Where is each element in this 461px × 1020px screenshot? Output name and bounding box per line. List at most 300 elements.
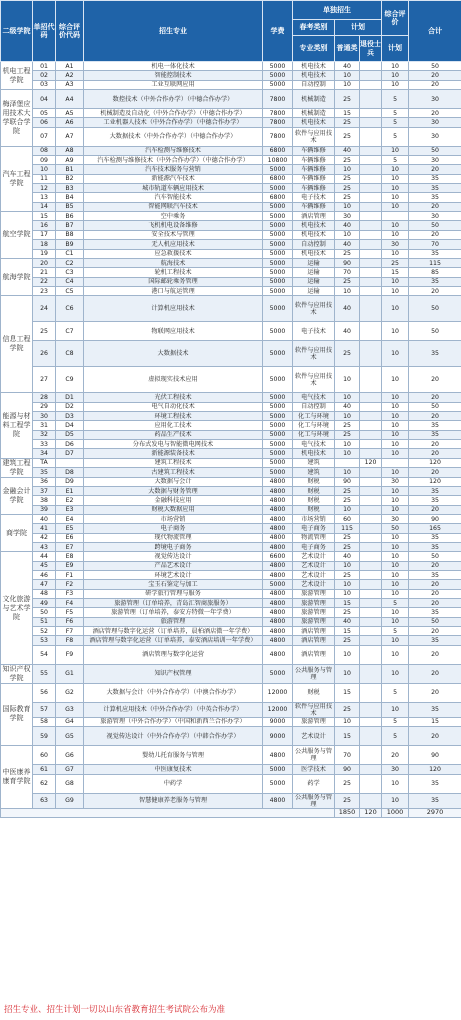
total-spacer: [1, 808, 335, 817]
normal-plan-cell: 10: [335, 367, 360, 393]
normal-plan-cell: 40: [335, 296, 360, 322]
total-cell: 20: [409, 367, 461, 393]
eval-plan-cell: [382, 458, 409, 468]
code-cell: 21: [33, 268, 56, 277]
eval-code-cell: B1: [56, 165, 84, 174]
table-row: [1, 533, 461, 542]
veteran-plan-cell: [360, 561, 382, 570]
eval-plan-cell: 10: [382, 367, 409, 393]
normal-plan-cell: 10: [335, 230, 360, 239]
category-cell: 旅游管理: [293, 599, 335, 608]
table-row: [1, 439, 461, 448]
eval-code-cell: E1: [56, 486, 84, 495]
eval-code-cell: B8: [56, 230, 84, 239]
major-cell: 旅游管理（订单培养，青岛汇智商旅服务）: [84, 599, 263, 608]
category-cell: 旅游管理: [293, 617, 335, 626]
veteran-plan-cell: [360, 341, 382, 367]
category-cell: 软件与应用技术: [293, 702, 335, 717]
total-cell: 70: [409, 240, 461, 249]
normal-plan-cell: 10: [335, 645, 360, 664]
table-row: [1, 702, 461, 717]
code-cell: 31: [33, 421, 56, 430]
veteran-plan-cell: [360, 468, 382, 478]
eval-plan-cell: 10: [382, 533, 409, 542]
veteran-total: 120: [360, 808, 382, 817]
total-cell: 20: [409, 468, 461, 478]
major-cell: 酒店管理与数字化运营（订单培养，晨柏酒店微一年学费）: [84, 627, 263, 636]
code-cell: 33: [33, 439, 56, 448]
table-row: [1, 571, 461, 580]
table-row: [1, 258, 461, 267]
fee-cell: 4800: [263, 645, 293, 664]
eval-code-cell: F2: [56, 580, 84, 589]
eval-code-cell: C9: [56, 367, 84, 393]
veteran-plan-cell: [360, 277, 382, 286]
fee-cell: 4800: [263, 486, 293, 495]
total-cell: 30: [409, 118, 461, 127]
eval-plan-cell: 10: [382, 322, 409, 341]
eval-plan-cell: 10: [382, 702, 409, 717]
table-row: [1, 156, 461, 165]
normal-plan-cell: 25: [335, 702, 360, 717]
table-row: [1, 202, 461, 211]
category-cell: 车辆维修: [293, 174, 335, 183]
normal-plan-cell: 115: [335, 524, 360, 533]
fee-cell: 5000: [263, 367, 293, 393]
total-cell: 50: [409, 146, 461, 155]
eval-code-cell: C7: [56, 322, 84, 341]
normal-plan-cell: 90: [335, 258, 360, 267]
major-cell: 跨境电子商务: [84, 543, 263, 552]
header-veteran: 退役士兵: [360, 36, 382, 62]
college-cell: 航海学院: [1, 258, 33, 295]
eval-plan-cell: 10: [382, 174, 409, 183]
fee-cell: 5000: [263, 184, 293, 193]
college-cell: 文化旅游与艺术学院: [1, 552, 33, 664]
fee-cell: 5000: [263, 468, 293, 478]
veteran-plan-cell: [360, 127, 382, 146]
code-cell: 27: [33, 367, 56, 393]
code-cell: 15: [33, 212, 56, 221]
eval-code-cell: G3: [56, 702, 84, 717]
total-cell: 50: [409, 322, 461, 341]
code-cell: 61: [33, 765, 56, 774]
college-cell: 建筑工程学院: [2, 458, 31, 476]
code-cell: 08: [33, 146, 56, 155]
total-cell: 35: [409, 184, 461, 193]
category-cell: 机电技术: [293, 221, 335, 230]
college-cell: 金融会计学院: [1, 477, 33, 514]
category-cell: 酒店管理: [293, 212, 335, 221]
major-cell: 光伏工程技术: [84, 393, 263, 402]
major-cell: 智慧健康养老服务与管理: [84, 793, 263, 808]
veteran-plan-cell: [360, 717, 382, 726]
eval-code-cell: A7: [56, 127, 84, 146]
veteran-plan-cell: [360, 533, 382, 542]
eval-code-cell: F1: [56, 571, 84, 580]
table-row: [1, 286, 461, 295]
major-cell: 大数据技术（中外合作办学）（中德合作办学）: [84, 127, 263, 146]
normal-plan-cell: 25: [335, 156, 360, 165]
eval-plan-cell: 5: [382, 109, 409, 118]
normal-plan-cell: 60: [335, 515, 360, 524]
total-cell: 35: [409, 486, 461, 495]
eval-code-cell: E6: [56, 533, 84, 542]
table-row: [1, 496, 461, 505]
header-single: 单独招生: [293, 1, 382, 20]
veteran-plan-cell: [360, 90, 382, 109]
category-cell: 财税: [293, 486, 335, 495]
eval-code-cell: D6: [56, 439, 84, 448]
table-row: [1, 146, 461, 155]
eval-plan-cell: 30: [382, 477, 409, 486]
category-cell: 公共服务与管理: [293, 664, 335, 683]
eval-plan-cell: 5: [382, 90, 409, 109]
total-cell: 50: [409, 221, 461, 230]
major-cell: 智能控制技术: [84, 71, 263, 80]
normal-plan-cell: 10: [335, 561, 360, 570]
major-cell: 研学旅行管理与服务: [84, 589, 263, 598]
eval-plan-cell: 15: [382, 268, 409, 277]
total-cell: 20: [409, 727, 461, 746]
category-cell: 旅游管理: [293, 589, 335, 598]
major-cell: 计算机应用技术: [84, 296, 263, 322]
normal-plan-cell: 10: [335, 286, 360, 295]
table-row: [1, 212, 461, 221]
table-row: [1, 322, 461, 341]
eval-code-cell: F6: [56, 617, 84, 626]
eval-code-cell: F3: [56, 589, 84, 598]
fee-cell: 5000: [263, 277, 293, 286]
category-cell: 自动控制: [293, 240, 335, 249]
major-cell: 应用化工技术: [84, 421, 263, 430]
code-cell: 34: [33, 449, 56, 458]
total-cell: 20: [409, 645, 461, 664]
total-cell: 30: [409, 212, 461, 221]
fee-cell: 4800: [263, 524, 293, 533]
normal-plan-cell: 10: [335, 393, 360, 402]
veteran-plan-cell: [360, 439, 382, 448]
eval-plan-cell: 10: [382, 552, 409, 561]
code-cell: 43: [33, 543, 56, 552]
category-cell: 电子技术: [293, 322, 335, 341]
fee-cell: 5000: [263, 341, 293, 367]
major-cell: 市场营销: [84, 515, 263, 524]
fee-cell: 7800: [263, 90, 293, 109]
total-cell: 35: [409, 774, 461, 793]
footer-note: 招生专业、招生计划一切以山东省教育招生考试院公布为准: [4, 1005, 226, 1015]
code-cell: 14: [33, 202, 56, 211]
category-cell: 车辆维修: [293, 184, 335, 193]
veteran-plan-cell: [360, 165, 382, 174]
table-row: [1, 341, 461, 367]
eval-code-cell: G9: [56, 793, 84, 808]
table-row: [1, 71, 461, 80]
eval-plan-cell: 10: [382, 645, 409, 664]
veteran-plan-cell: [360, 240, 382, 249]
total-cell: 120: [409, 458, 461, 468]
veteran-plan-cell: [360, 543, 382, 552]
fee-cell: 4800: [263, 505, 293, 514]
total-cell: 20: [409, 627, 461, 636]
normal-plan-cell: 25: [335, 430, 360, 439]
major-cell: 知识产权管理: [84, 664, 263, 683]
total-cell: 35: [409, 174, 461, 183]
eval-plan-cell: 10: [382, 430, 409, 439]
normal-plan-cell: 25: [335, 249, 360, 258]
fee-cell: 5000: [263, 322, 293, 341]
fee-cell: 4800: [263, 636, 293, 645]
total-cell: 115: [409, 258, 461, 267]
eval-code-cell: G2: [56, 683, 84, 702]
eval-code-cell: G5: [56, 727, 84, 746]
major-cell: 旅游管理（中外合作办学）（中国和新西兰合作办学）: [84, 717, 263, 726]
code-cell: 53: [33, 636, 56, 645]
eval-code-cell: F7: [56, 627, 84, 636]
normal-plan-cell: 25: [335, 774, 360, 793]
veteran-plan-cell: [360, 449, 382, 458]
fee-cell: 4800: [263, 477, 293, 486]
header-eval-plan: 计划: [382, 36, 409, 62]
veteran-plan-cell: [360, 430, 382, 439]
veteran-plan-cell: [360, 552, 382, 561]
major-cell: 计算机应用技术（中外合作办学）（中英合作办学）: [84, 702, 263, 717]
normal-plan-cell: 25: [335, 118, 360, 127]
table-row: [1, 402, 461, 411]
fee-cell: 5000: [263, 202, 293, 211]
code-cell: 04: [33, 90, 56, 109]
category-cell: 公共服务与管理: [293, 746, 335, 765]
table-row: [1, 636, 461, 645]
eval-plan-cell: 5: [382, 683, 409, 702]
table-row: [1, 127, 461, 146]
eval-plan-cell: 10: [382, 608, 409, 617]
fee-cell: 12000: [263, 702, 293, 717]
eval-code-cell: F9: [56, 645, 84, 664]
eval-code-cell: A1: [56, 62, 84, 71]
category-cell: 旅游管理: [293, 608, 335, 617]
table-row: [1, 505, 461, 514]
category-cell: 酒店管理: [293, 627, 335, 636]
fee-cell: 4800: [263, 746, 293, 765]
code-cell: 55: [33, 664, 56, 683]
fee-cell: 9000: [263, 717, 293, 726]
total-cell: 20: [409, 286, 461, 295]
total-cell: 15: [409, 717, 461, 726]
eval-code-cell: D1: [56, 393, 84, 402]
table-row: [1, 221, 461, 230]
code-cell: 01: [33, 62, 56, 71]
table-row: [1, 561, 461, 570]
major-cell: 工业机器人技术（中外合作办学）（中德合作办学）: [84, 118, 263, 127]
total-cell: 120: [409, 765, 461, 774]
header-fee: 学费: [263, 1, 293, 62]
fee-cell: 4800: [263, 608, 293, 617]
eval-plan-cell: 10: [382, 468, 409, 478]
category-cell: 软件与应用技术: [293, 296, 335, 322]
normal-plan-cell: 10: [335, 71, 360, 80]
table-row: [1, 765, 461, 774]
category-cell: 财税: [293, 496, 335, 505]
code-cell: 49: [33, 599, 56, 608]
fee-cell: 4800: [263, 533, 293, 542]
code-cell: 18: [33, 240, 56, 249]
major-cell: 酒店管理与数字化运营: [84, 645, 263, 664]
eval-plan-cell: 10: [382, 71, 409, 80]
major-cell: 大数据与会计（中外合作办学）（中澳合作办学）: [84, 683, 263, 702]
major-cell: 数控技术（中外合作办学）（中德合作办学）: [84, 90, 263, 109]
eval-plan-cell: 10: [382, 617, 409, 626]
veteran-plan-cell: [360, 184, 382, 193]
normal-plan-cell: [335, 458, 360, 468]
fee-cell: 12000: [263, 683, 293, 702]
category-cell: 艺术设计: [293, 561, 335, 570]
header-spring: 春考类别: [293, 20, 335, 36]
veteran-plan-cell: [360, 322, 382, 341]
total-cell: 20: [409, 230, 461, 239]
major-cell: 电子商务: [84, 524, 263, 533]
eval-code-cell: D4: [56, 421, 84, 430]
eval-plan-cell: 5: [382, 127, 409, 146]
table-row: [1, 645, 461, 664]
fee-cell: 6800: [263, 174, 293, 183]
eval-plan-cell: 10: [382, 402, 409, 411]
veteran-plan-cell: [360, 286, 382, 295]
normal-plan-cell: 25: [335, 193, 360, 202]
code-cell: 58: [33, 717, 56, 726]
eval-plan-cell: 10: [382, 202, 409, 211]
code-cell: 17: [33, 230, 56, 239]
table-row: [1, 90, 461, 109]
header-code: 单招代码: [33, 1, 56, 62]
normal-plan-cell: 10: [335, 439, 360, 448]
total-cell: 35: [409, 193, 461, 202]
fee-cell: 6800: [263, 146, 293, 155]
eval-plan-cell: 10: [382, 146, 409, 155]
eval-plan-cell: 50: [382, 524, 409, 533]
category-cell: 车辆维修: [293, 165, 335, 174]
veteran-plan-cell: [360, 249, 382, 258]
category-cell: 财税: [293, 477, 335, 486]
total-cell: 90: [409, 746, 461, 765]
total-cell: 20: [409, 561, 461, 570]
eval-code-cell: D3: [56, 411, 84, 420]
eval-code-cell: B6: [56, 212, 84, 221]
category-cell: 化工与环境: [293, 430, 335, 439]
normal-plan-cell: 25: [335, 486, 360, 495]
eval-plan-cell: 10: [382, 230, 409, 239]
category-cell: 化工与环境: [293, 421, 335, 430]
code-cell: 16: [33, 221, 56, 230]
college-cell: 信息工程学院: [1, 296, 33, 393]
code-cell: 62: [33, 774, 56, 793]
total-cell: 20: [409, 202, 461, 211]
eval-code-cell: A9: [56, 156, 84, 165]
major-cell: 金融科技应用: [84, 496, 263, 505]
fee-cell: 4800: [263, 589, 293, 598]
code-cell: 10: [33, 165, 56, 174]
veteran-plan-cell: [360, 230, 382, 239]
college-cell: 梅泽堡应用技术大学联合学院: [1, 90, 33, 147]
table-row: [1, 717, 461, 726]
table-row: [1, 240, 461, 249]
major-cell: 大数据与会计: [84, 477, 263, 486]
category-cell: 建筑: [293, 468, 335, 478]
major-cell: 机电一体化技术: [84, 62, 263, 71]
eval-plan-cell: 5: [382, 717, 409, 726]
code-cell: 22: [33, 277, 56, 286]
fee-cell: 5000: [263, 80, 293, 89]
table-row: [1, 543, 461, 552]
code-cell: 30: [33, 411, 56, 420]
normal-plan-cell: 40: [335, 402, 360, 411]
eval-code-cell: D8: [56, 468, 84, 478]
normal-plan-cell: 25: [335, 127, 360, 146]
veteran-plan-cell: [360, 571, 382, 580]
fee-cell: 9000: [263, 727, 293, 746]
eval-plan-cell: 10: [382, 543, 409, 552]
fee-cell: 4800: [263, 496, 293, 505]
code-cell: 11: [33, 174, 56, 183]
eval-code-cell: A3: [56, 80, 84, 89]
fee-cell: 4800: [263, 543, 293, 552]
eval-code-cell: D7: [56, 449, 84, 458]
fee-cell: 4800: [263, 617, 293, 626]
major-cell: 轮机工程技术: [84, 268, 263, 277]
category-cell: 机电技术: [293, 230, 335, 239]
major-cell: 飞机机电设备维修: [84, 221, 263, 230]
veteran-plan-cell: [360, 193, 382, 202]
eval-code-cell: B3: [56, 184, 84, 193]
veteran-plan-cell: [360, 636, 382, 645]
table-row: [1, 617, 461, 626]
normal-plan-cell: 25: [335, 608, 360, 617]
eval-total: 1000: [382, 808, 409, 817]
code-cell: 59: [33, 727, 56, 746]
eval-plan-cell: 25: [382, 258, 409, 267]
total-cell: 35: [409, 533, 461, 542]
eval-plan-cell: 10: [382, 774, 409, 793]
normal-plan-cell: 30: [335, 212, 360, 221]
category-cell: 酒店管理: [293, 645, 335, 664]
veteran-plan-cell: [360, 793, 382, 808]
total-cell: 20: [409, 109, 461, 118]
veteran-plan-cell: [360, 524, 382, 533]
major-cell: 虚拟现实技术应用: [84, 367, 263, 393]
veteran-plan-cell: [360, 212, 382, 221]
eval-plan-cell: 10: [382, 589, 409, 598]
total-cell: 50: [409, 552, 461, 561]
table-row: [1, 458, 461, 468]
table-row: [1, 552, 461, 561]
code-cell: 56: [33, 683, 56, 702]
total-cell: 20: [409, 165, 461, 174]
major-cell: 大数据技术: [84, 341, 263, 367]
veteran-plan-cell: [360, 202, 382, 211]
eval-code-cell: D9: [56, 477, 84, 486]
normal-plan-cell: 10: [335, 411, 360, 420]
college-cell: 航空学院: [1, 212, 33, 259]
code-cell: 38: [33, 496, 56, 505]
total-cell: 35: [409, 571, 461, 580]
major-cell: 国际邮轮乘务管理: [84, 277, 263, 286]
category-cell: 机械制造: [293, 109, 335, 118]
eval-code-cell: E2: [56, 496, 84, 505]
major-cell: 机械制造及自动化（中外合作办学）（中德合作办学）: [84, 109, 263, 118]
eval-plan-cell: 10: [382, 571, 409, 580]
college-cell: 知识产权学院: [2, 664, 31, 682]
table-row: [1, 193, 461, 202]
